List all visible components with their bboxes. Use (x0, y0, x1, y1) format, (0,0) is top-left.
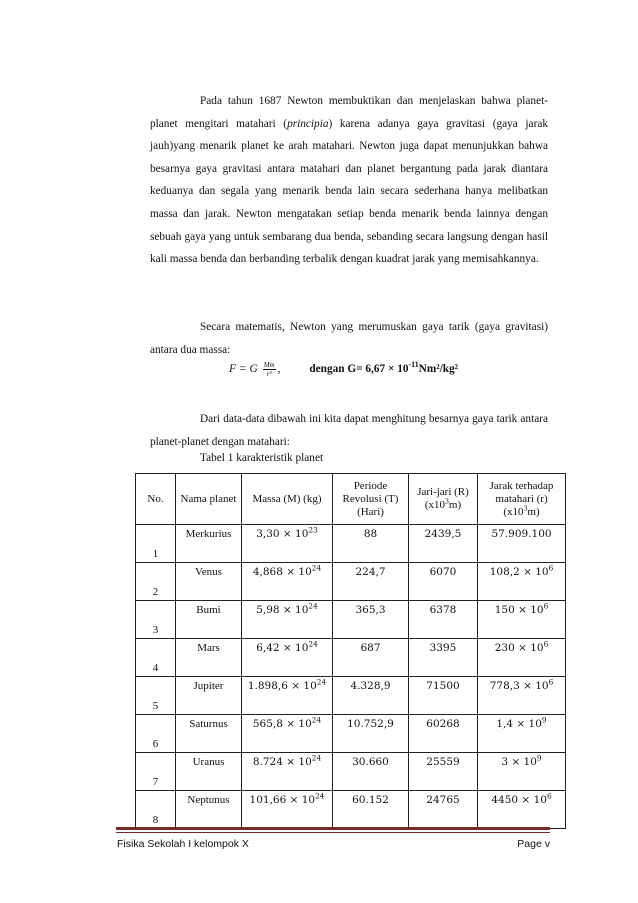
mass-base: 565,8 × 10 (252, 718, 312, 730)
planet-distance (478, 563, 566, 601)
table-row (136, 677, 566, 715)
gravity-formula (229, 361, 458, 378)
table-row (136, 563, 566, 601)
footer-title: Fisika Sekolah I kelompok X (117, 838, 249, 850)
planet-period: 224,7 (333, 563, 409, 601)
distance-base: 4450 × 10 (491, 794, 547, 806)
distance-base: 230 × 10 (494, 642, 544, 654)
footer-rule-thin (116, 832, 550, 833)
table-row (136, 601, 566, 639)
distance-base: 108,2 × 10 (489, 566, 549, 578)
planet-name: Merkurius (176, 525, 242, 563)
formula-numerator: Mm (263, 361, 275, 369)
planet-period: 60.152 (333, 791, 409, 829)
planet-name: Mars (176, 639, 242, 677)
paragraph-3-text: Dari data-data dibawah ini kita dapat menghitung besarnya gaya tarik antara planet-planet dengan matahari: (150, 413, 548, 448)
header-distance-unit-post: m) (527, 505, 540, 518)
planet-radius: 2439,5 (409, 525, 478, 563)
header-mass: Massa (M) (kg) (242, 474, 333, 525)
mass-exponent: 24 (308, 639, 318, 649)
row-number: 2 (136, 563, 176, 601)
header-radius (409, 474, 478, 525)
planet-period: 10.752,9 (333, 715, 409, 753)
planet-radius: 25559 (409, 753, 478, 791)
paragraph-1-part-b: ) karena adanya gaya gravitasi (gaya jarak jauh)yang menarik planet ke arah matahari. Newton juga dapat menunjukkan bahwa besarnya gaya gravitasi antara matahari dan planet bergantung pada jarak diantara keduanya dan segala yang menarik benda lain secara sederhana hanya melibatkan massa dan jarak. Newton mengatakan setiap benda menarik benda lainnya dengan sebuah gaya yang untuk sembarang dua benda, sebanding secara langsung dengan hasil kali massa benda dan berbanding terbalik dengan kuadrat jarak yang memisahkannya. (150, 117, 548, 266)
planet-mass (242, 563, 333, 601)
distance-exponent: 6 (548, 563, 554, 573)
paragraph-2-text: Secara matematis, Newton yang merumuskan gaya tarik (gaya gravitasi) antara dua massa: (150, 321, 548, 356)
row-number: 4 (136, 639, 176, 677)
planet-name: Venus (176, 563, 242, 601)
planet-mass (242, 677, 333, 715)
planet-name: Bumi (176, 601, 242, 639)
mass-base: 3,30 × 10 (256, 528, 309, 540)
mass-exponent: 24 (315, 791, 325, 801)
row-number: 8 (136, 791, 176, 829)
table-row (136, 753, 566, 791)
planet-radius: 60268 (409, 715, 478, 753)
planet-mass (242, 639, 333, 677)
paragraph-1-part-a: Pada tahun 1687 Newton membuktikan dan menjelaskan bahwa planet-planet mengitari matahari ( (150, 95, 548, 130)
row-number: 5 (136, 677, 176, 715)
mass-exponent: 23 (308, 525, 318, 535)
mass-exponent: 24 (308, 601, 318, 611)
planet-radius: 24765 (409, 791, 478, 829)
table-row (136, 791, 566, 829)
formula-rhs-suffix: Nm²/kg² (418, 363, 459, 376)
planet-mass (242, 715, 333, 753)
header-radius-unit-pre: (x10 (424, 499, 446, 511)
mass-base: 1.898,6 × 10 (247, 680, 317, 692)
row-number: 6 (136, 715, 176, 753)
planet-distance (478, 639, 566, 677)
planet-distance (478, 715, 566, 753)
header-period: Periode Revolusi (T) (Hari) (333, 474, 409, 525)
planet-distance (478, 601, 566, 639)
paragraph-mathematical (150, 316, 548, 361)
distance-base: 3 × 10 (501, 756, 537, 768)
header-name: Nama planet (176, 474, 242, 525)
header-distance-unit-pre: (x10 (503, 505, 524, 518)
planet-radius: 6378 (409, 601, 478, 639)
planet-radius: 6070 (409, 563, 478, 601)
planet-mass (242, 753, 333, 791)
distance-exponent: 9 (541, 715, 547, 725)
distance-base: 57.909.100 (491, 528, 552, 540)
planet-period: 30.660 (333, 753, 409, 791)
table-row (136, 715, 566, 753)
table-header-row (136, 474, 566, 525)
table-row (136, 525, 566, 563)
distance-exponent: 6 (546, 791, 552, 801)
row-number: 1 (136, 525, 176, 563)
row-number: 7 (136, 753, 176, 791)
planet-distance (478, 525, 566, 563)
mass-base: 5,98 × 10 (256, 604, 309, 616)
planet-period: 365,3 (333, 601, 409, 639)
formula-comma: , (277, 363, 281, 376)
formula-constant (309, 360, 459, 376)
distance-exponent: 6 (548, 677, 554, 687)
planet-characteristics-table (135, 473, 566, 829)
planet-mass (242, 601, 333, 639)
distance-exponent: 6 (543, 601, 549, 611)
formula-lhs: F = G (229, 363, 258, 376)
header-radius-unit-post: m) (448, 499, 462, 511)
planet-distance (478, 753, 566, 791)
row-number: 3 (136, 601, 176, 639)
header-distance-main: Jarak terhadap matahari (r) (489, 479, 554, 505)
table-caption: Tabel 1 karakteristik planet (200, 452, 324, 464)
planet-radius: 3395 (409, 639, 478, 677)
mass-base: 6,42 × 10 (256, 642, 309, 654)
mass-base: 8.724 × 10 (252, 756, 312, 768)
planet-radius: 71500 (409, 677, 478, 715)
formula-fraction (263, 361, 276, 378)
header-radius-unit-exp: 3 (445, 496, 449, 506)
planet-period: 687 (333, 639, 409, 677)
formula-denominator: r² (266, 370, 272, 378)
mass-exponent: 24 (311, 753, 322, 763)
mass-base: 101,66 × 10 (249, 794, 316, 806)
mass-exponent: 24 (311, 563, 322, 573)
planet-name: Saturnus (176, 715, 242, 753)
paragraph-newton-intro (150, 90, 548, 271)
planet-name: Jupiter (176, 677, 242, 715)
table-row (136, 639, 566, 677)
header-radius-main: Jari-jari (R) (417, 486, 469, 498)
paragraph-data-intro (150, 408, 548, 453)
planet-mass (242, 525, 333, 563)
header-distance-unit-exp: 3 (523, 502, 528, 512)
footer-rule-thick (116, 827, 550, 830)
distance-base: 1,4 × 10 (496, 718, 542, 730)
paragraph-1-italic: principia (287, 117, 329, 130)
formula-rhs-prefix: dengan G= 6,67 × 10 (309, 363, 409, 376)
mass-exponent: 24 (311, 715, 322, 725)
planet-distance (478, 791, 566, 829)
planet-distance (478, 677, 566, 715)
header-distance (478, 474, 566, 525)
planet-name: Uranus (176, 753, 242, 791)
distance-base: 150 × 10 (494, 604, 544, 616)
mass-exponent: 24 (316, 677, 327, 687)
planet-name: Neptunus (176, 791, 242, 829)
distance-exponent: 6 (543, 639, 549, 649)
page-number: Page v (517, 838, 550, 850)
planet-mass (242, 791, 333, 829)
mass-base: 4,868 × 10 (252, 566, 312, 578)
planet-period: 4.328,9 (333, 677, 409, 715)
distance-base: 778,3 × 10 (489, 680, 549, 692)
planet-period: 88 (333, 525, 409, 563)
header-no: No. (136, 474, 176, 525)
distance-exponent: 9 (536, 753, 542, 763)
formula-rhs-exponent: -11 (408, 360, 419, 370)
